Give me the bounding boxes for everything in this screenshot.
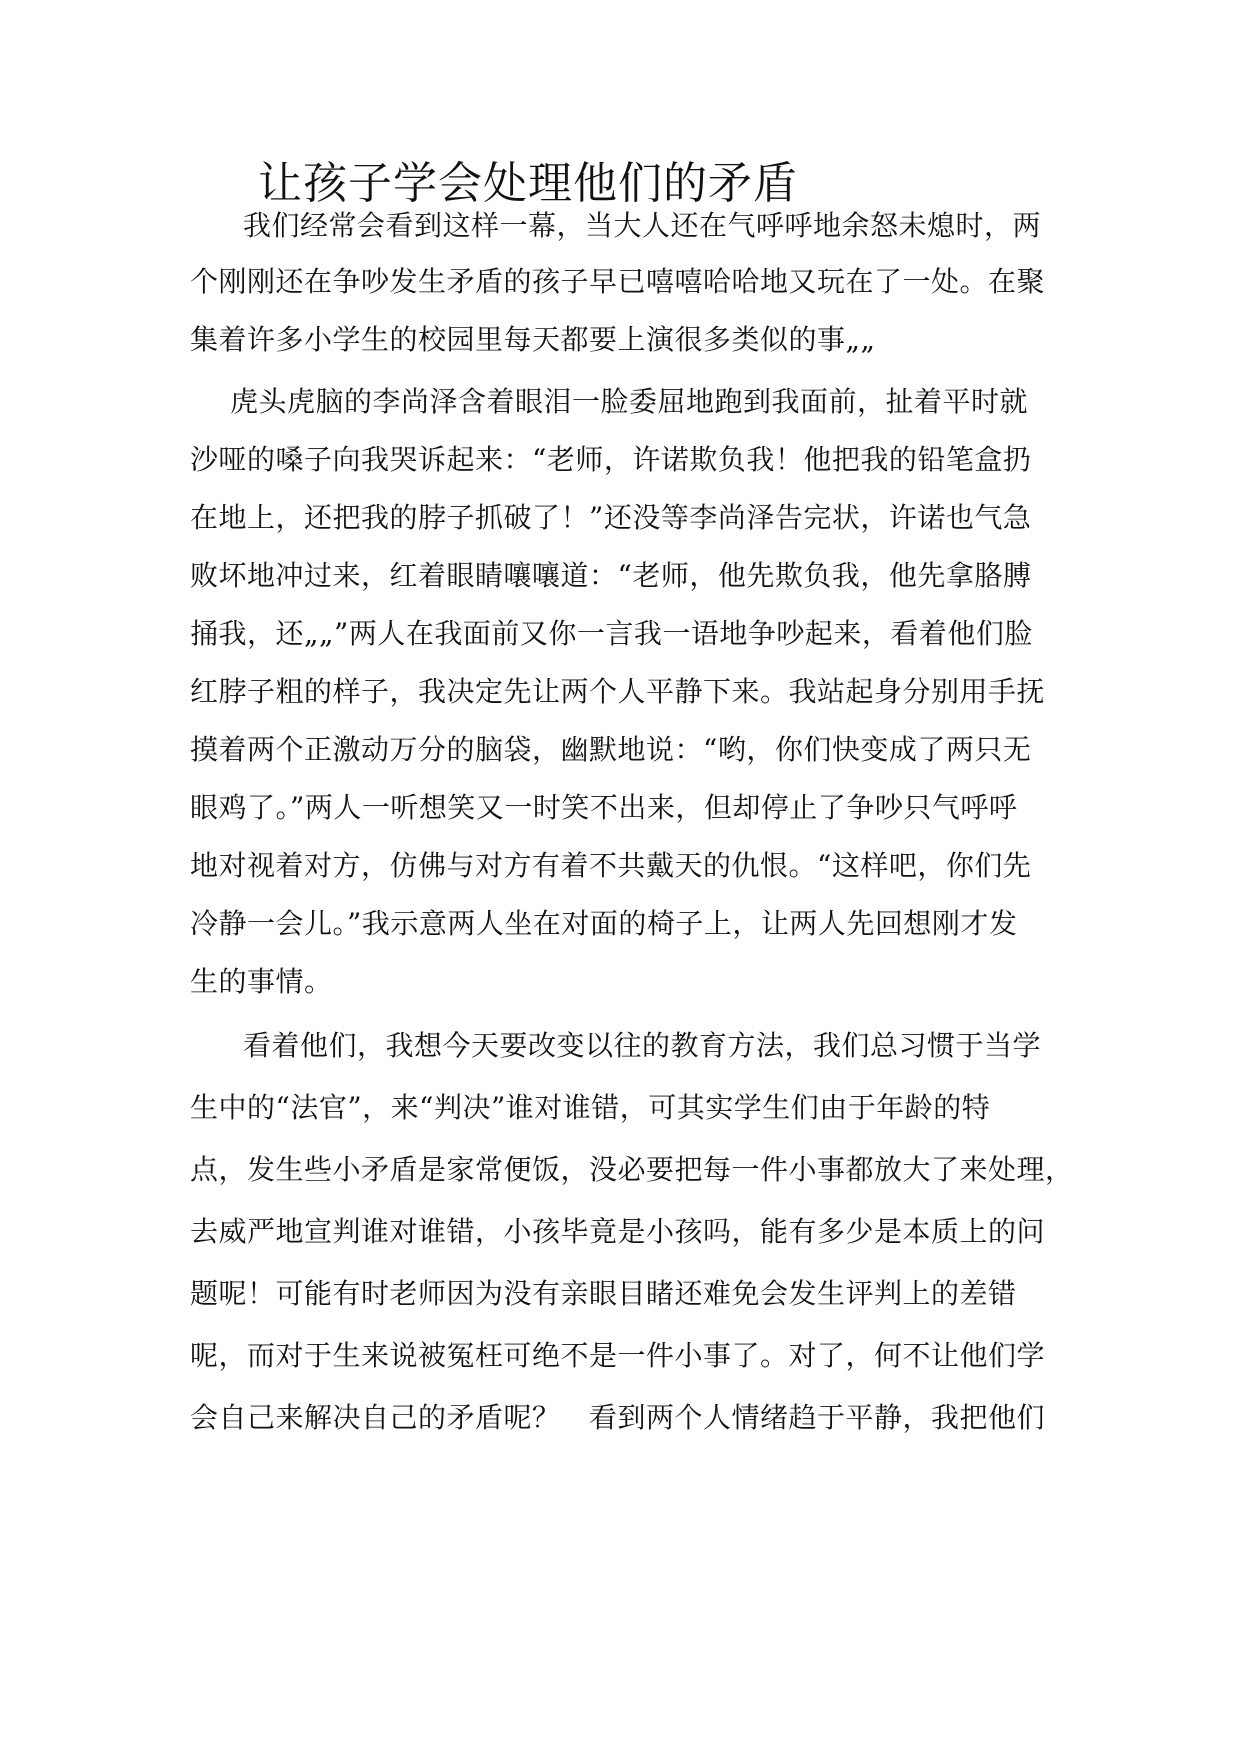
text-line: 题呢！可能有时老师因为没有亲眼目睹还难免会发生评判上的差错 [190,1277,1017,1310]
text-line: 眼鸡了。”两人一听想笑又一时笑不出来，但却停止了争吵只气呼呼 [190,791,1018,824]
text-line: 冷静一会儿。”我示意两人坐在对面的椅子上，让两人先回想刚才发 [190,907,1018,940]
text-line: 沙哑的嗓子向我哭诉起来：“老师，许诺欺负我！他把我的铅笔盒扔 [190,443,1032,476]
document-title: 让孩子学会处理他们的矛盾 [258,158,798,209]
text-line: 在地上，还把我的脖子抓破了！”还没等李尚泽告完状，许诺也气急 [190,501,1032,534]
text-line: 红脖子粗的样子，我决定先让两个人平静下来。我站起身分别用手抚 [190,675,1046,708]
text-line: 去威严地宣判谁对谁错，小孩毕竟是小孩吗，能有多少是本质上的问 [190,1215,1046,1248]
text-line: 捅我，还„„”两人在我面前又你一言我一语地争吵起来，看着他们脸 [190,617,1033,650]
text-line: 我们经常会看到这样一幕，当大人还在气呼呼地余怒未熄时，两 [243,209,1042,242]
text-line: 生中的“法官”，来“判决”谁对谁错，可其实学生们由于年龄的特 [190,1091,991,1124]
text-line: 摸着两个正激动万分的脑袋，幽默地说：“哟，你们快变成了两只无 [190,733,1032,766]
text-line: 看着他们，我想今天要改变以往的教育方法，我们总习惯于当学 [243,1029,1042,1062]
text-line: 会自己来解决自己的矛盾呢？ 看到两个人情绪趋于平静，我把他们 [190,1401,1046,1434]
text-line: 生的事情。 [190,965,333,998]
text-line: 个刚刚还在争吵发生矛盾的孩子早已嘻嘻哈哈地又玩在了一处。在聚 [190,265,1046,298]
text-line: 点，发生些小矛盾是家常便饭，没必要把每一件小事都放大了来处理， [190,1153,1074,1186]
text-line: 集着许多小学生的校园里每天都要上演很多类似的事„„ [190,323,876,356]
text-line: 地对视着对方，仿佛与对方有着不共戴天的仇恨。“这样吧，你们先 [190,849,1032,882]
text-line: 虎头虎脑的李尚泽含着眼泪一脸委屈地跑到我面前，扯着平时就 [230,385,1029,418]
text-line: 败坏地冲过来，红着眼睛嚷嚷道：“老师，他先欺负我，他先拿胳膊 [190,559,1032,592]
text-line: 呢，而对于生来说被冤枉可绝不是一件小事了。对了，何不让他们学 [190,1339,1046,1372]
